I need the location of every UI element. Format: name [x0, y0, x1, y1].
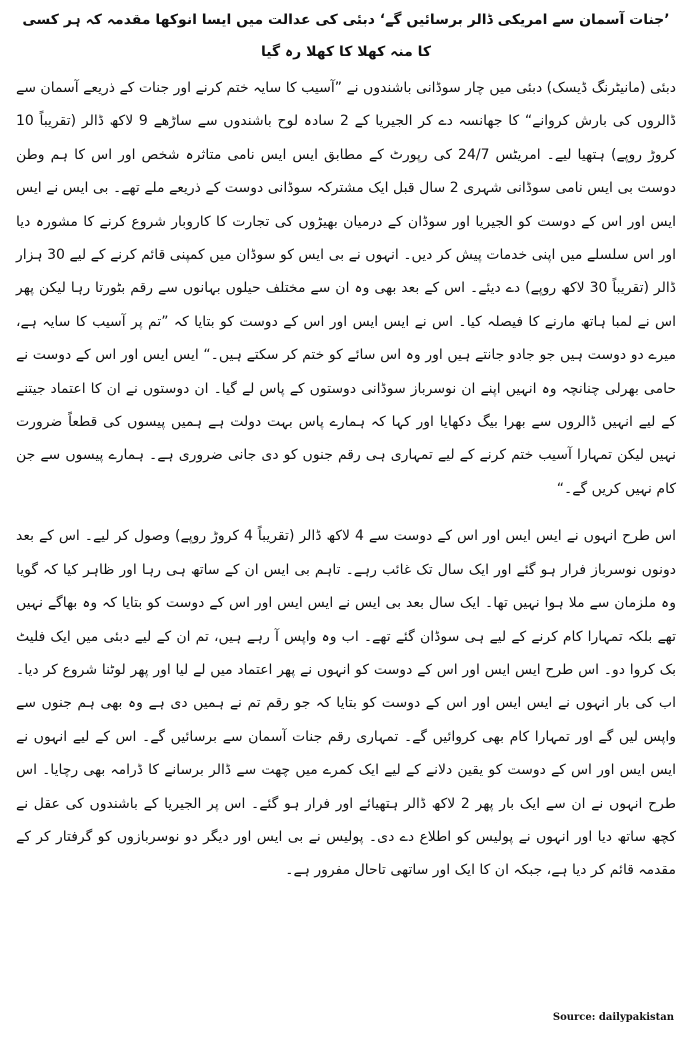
- article: [16, 4, 676, 888]
- article-paragraph-2: اس طرح انہوں نے ایس ایس اور اس کے دوست سے 4 لاکھ ڈالر (تقریباً 4 کروڑ روپے) وصول کر لیے۔ اس کے بعد دونوں نوسرباز فرار ہو گئے اور ایک سال تک غائب رہے۔ تاہم بی ایس ان کے ساتھ ہی رہا اور ظاہر کیا کہ گویا وہ ملزمان سے ملا ہوا نہیں تھا۔ ایک سال بعد بی ایس نے ایس ایس اور اس کے دوست کو بتایا کہ وہ بھاگے نہیں تھے بلکہ تمہارا کام کرنے کے لیے ہی سوڈان گئے تھے۔ اب وہ واپس آ رہے ہیں، تم ان کے لیے دبئی میں ایک فلیٹ بک کروا دو۔ اس طرح ایس ایس اور اس کے دوست کو انہوں نے پھر اعتماد میں لے لیا اور پھر لوٹنا شروع کر دیا۔ اب کی بار انہوں نے ایس ایس اور اس کے دوست کو بتایا کہ جو رقم تم نے ہمیں دی ہے وہ بھی ہم جنوں سے واپس لیں گے اور تمہارا کام بھی کروائیں گے۔ تمہاری رقم جنات آسمان سے برسائیں گے۔ اس کے لیے انہوں نے ایس ایس اور اس کے دوست کو یقین دلانے کے لیے ایک کمرے میں چھت سے ڈالر برسانے کا ڈرامہ بھی رچایا۔ اس طرح انہوں نے ان سے ایک بار پھر 2 لاکھ ڈالر ہتھیائے اور فرار ہو گئے۔ اس پر الجیریا کے باشندوں کی عقل نے کچھ ساتھ دیا اور انہوں نے پولیس کو اطلاع دے دی۔ پولیس نے بی ایس اور دیگر دو نوسربازوں کو گرفتار کر کے مقدمہ قائم کر دیا ہے، جبکہ ان کا ایک اور ساتھی تاحال مفرور ہے۔: [16, 528, 677, 879]
- article-paragraph-1: دبئی (مانیٹرنگ ڈیسک) دبئی میں چار سوڈانی باشندوں نے ”آسیب کا سایہ ختم کرنے اور جنات کے ذریعے آسمان سے ڈالروں کی بارش کروانے“ کا جھانسہ دے کر الجیریا کے 2 سادہ لوح باشندوں سے ساڑھے 9 لاکھ ڈالر (تقریباً 10 کروڑ روپے) ہتھیا لیے۔ امریٹس 24/7 کی رپورٹ کے مطابق ایس ایس نامی متاثرہ شخص اور اس کا ہم وطن دوست بی ایس نامی سوڈانی شہری 2 سال قبل ایک مشترکہ سوڈانی دوست کے ذریعے ملے تھے۔ بی ایس نے ایس ایس اور اس کے دوست کو الجیریا اور سوڈان کے درمیان بھیڑوں کی تجارت کا کاروبار شروع کرنے کا مشورہ دیا اور اس سلسلے میں اپنی خدمات پیش کر دیں۔ انہوں نے بی ایس کو سوڈان میں کمپنی قائم کرنے کے لیے 30 ہزار ڈالر (تقریباً 30 لاکھ روپے) دے دیئے۔ اس کے بعد بھی وہ ان سے مختلف حیلوں بہانوں سے رقم بٹورتا رہا لیکن پھر اس نے لمبا ہاتھ مارنے کا فیصلہ کیا۔ اس نے ایس ایس اور اس کے دوست کو بتایا کہ ”تم پر آسیب کا سایہ ہے، میرے دو دوست ہیں جو جادو جانتے ہیں اور وہ اس سائے کو ختم کر سکتے ہیں۔“ ایس ایس اور اس کے دوست نے حامی بھرلی چنانچہ وہ انہیں اپنے ان نوسرباز سوڈانی دوستوں کے پاس لے گیا۔ ان دوستوں نے ان کا اعتماد جیتنے کے لیے انہیں ڈالروں سے بھرا بیگ دکھایا اور کہا کہ ہمارے پاس بہت دولت ہے ہمیں پیسوں کی قطعاً ضرورت نہیں لیکن تمہارا آسیب ختم کرنے کے لیے تمہاری ہی رقم جنوں کو دی جانی ضروری ہے۔ ہمارے پیسوں سے جن کام نہیں کریں گے۔“: [16, 80, 676, 497]
- headline: ’جنات آسمان سے امریکی ڈالر برسائیں گے‘ دبئی کی عدالت میں ایسا انوکھا مقدمہ کہ ہر کسی کا منہ کھلا کا کھلا رہ گیا: [22, 12, 670, 60]
- source-credit: Source: dailypakistan: [552, 1012, 674, 1023]
